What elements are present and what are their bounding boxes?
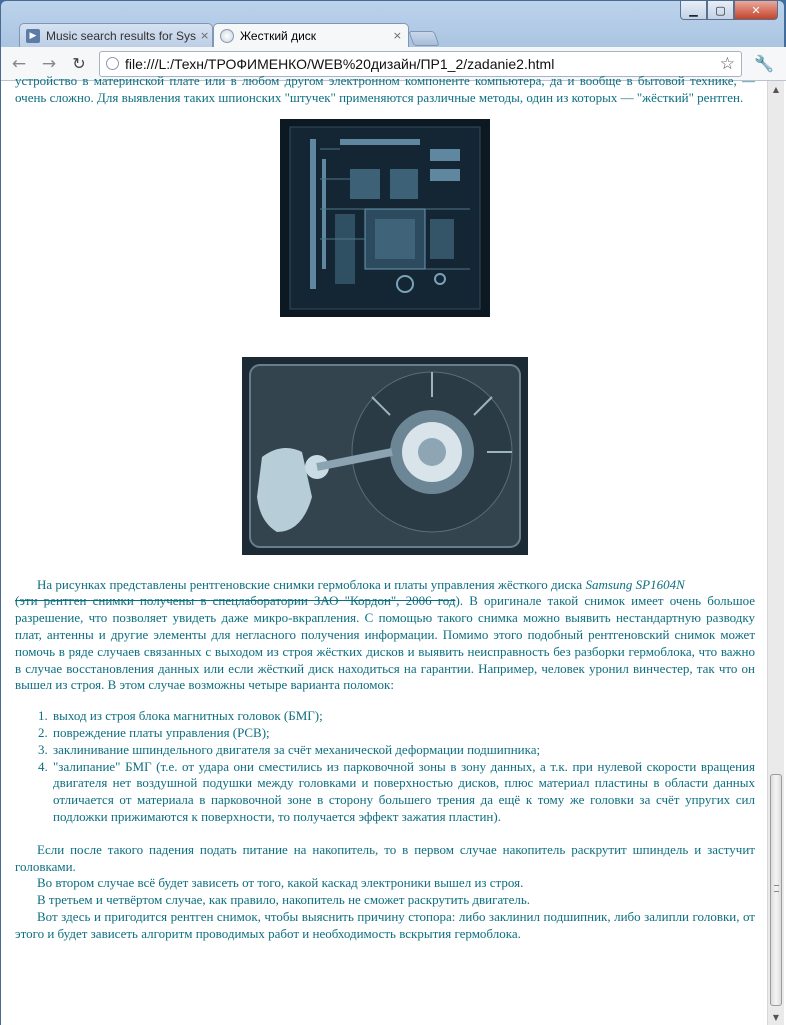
page-icon xyxy=(106,57,119,70)
reload-button[interactable]: ↻ xyxy=(72,54,86,73)
paragraph-case-2: Во втором случае всё будет зависеть от того, какой каскад электроники вышел из строя. xyxy=(37,875,524,891)
paragraph-rest: ). В оригинале такой снимок имеет очень большое разрешение, что позволяет увидеть даже микро-вкрапления. С помощью такого снимка можно выявить нестандартную разводку плат, антенны и другие элементы для негласного получения информации. Помимо этого подобный рентгеновский снимок может помочь в ряде случаев связанных с выходом из строя жёстких дисков и выявить неисправность без разборки гермоблока, что важно в случае восстановления данных или если жёсткий диск находиться на гарантии. Например, человек уронил винчестер, так что он вышел из строя. В этом случае возможны четыре варианта поломок: xyxy=(15,593,756,693)
maximize-button[interactable]: ▢ xyxy=(707,1,734,20)
page-icon xyxy=(220,29,234,43)
list-item: 3. заклинивание шпиндельного двигателя за счёт механической деформации подшипника; xyxy=(51,742,755,759)
grip-icon xyxy=(774,885,779,892)
tab-hard-disk[interactable] xyxy=(213,23,409,47)
list-item: 4. "залипание" БМГ (т.е. от удара они сместились из парковочной зоны в зону данных, а т.к. при нулевой скорости вращения двигателя нет воздушной подушки между головками и поверхностью дисков, плюс материал пластины в области данных отличается от материала в парковочной зоне в сторону большего трения да ещё к тому же головки за счёт упругих сил подложки прижимаются к поверхности, то получается эффект зажатия пластин). xyxy=(51,759,755,826)
scrollbar-thumb[interactable] xyxy=(770,774,782,1006)
failure-list xyxy=(51,708,755,826)
scroll-down-arrow-icon[interactable]: ▼ xyxy=(772,1012,780,1022)
paragraph-case-1: Если после такого падения подать питание на накопитель, то в первом случае накопитель раскрутит шпиндель и застучит головками. xyxy=(15,841,755,874)
tab-label: Music search results for Sys xyxy=(46,28,197,43)
tab-close-icon[interactable]: × xyxy=(200,29,210,42)
window-controls xyxy=(680,1,778,21)
media-play-icon: ▶ xyxy=(26,29,40,43)
xray-pcb-image xyxy=(280,119,490,317)
url-text[interactable]: file:///L:/Техн/ТРОФИМЕНКО/WEB%20дизайн/ПР1_2/zadanie2.html xyxy=(125,55,555,72)
close-window-button[interactable]: ✕ xyxy=(734,1,778,20)
tab-label: Жесткий диск xyxy=(240,28,317,43)
paragraph-start: На рисунках представлены рентгеновские снимки гермоблока и платы управления жёсткого диска xyxy=(37,576,586,592)
struck-source-note: (эти рентген снимки получены в спецлаборатории ЗАО "Кордон", 2006 год xyxy=(15,593,456,609)
list-item: 2. повреждение платы управления (PCB); xyxy=(51,725,755,742)
paragraph-case-3: В третьем и четвёртом случае, как правило, накопитель не сможет раскрутить двигатель. xyxy=(37,892,531,908)
bookmark-star-icon[interactable]: ☆ xyxy=(719,53,735,74)
list-item: 1. выход из строя блока магнитных головок (БМГ); xyxy=(51,708,755,725)
back-button[interactable]: ← xyxy=(11,53,27,74)
new-tab-button[interactable] xyxy=(408,31,439,46)
drive-model: Samsung SP1604N xyxy=(585,576,685,592)
page-viewport xyxy=(1,73,786,1025)
forward-button[interactable]: → xyxy=(41,53,57,74)
paragraph-description xyxy=(15,577,755,695)
tab-strip xyxy=(1,19,784,47)
scroll-up-arrow-icon[interactable]: ▲ xyxy=(772,84,780,94)
paragraph-intro: устройство в материнской плате или в любом другом электронном компоненте компьютера, да и вообще в бытовой технике, — очень сложно. Для выявления таких шпионских "штучек" применяются различные методы, один из которых — "жёсткий" рентген. xyxy=(15,73,755,105)
paragraph-conclusion: Вот здесь и пригодится рентген снимок, чтобы выяснить причину стопора: либо заклинил подшипник, либо залипли головки, от этого и будет зависеть алгоритм проводимых работ и необходимость вскрытия гермоблока. xyxy=(15,908,755,941)
xray-hdd-image xyxy=(242,357,528,555)
tab-music-search[interactable] xyxy=(19,23,213,47)
article xyxy=(15,73,756,943)
tab-close-icon[interactable]: × xyxy=(392,29,402,42)
minimize-button[interactable]: ▁ xyxy=(680,1,707,20)
wrench-menu-icon[interactable]: 🔧 xyxy=(754,54,774,73)
vertical-scrollbar[interactable] xyxy=(767,81,784,1025)
